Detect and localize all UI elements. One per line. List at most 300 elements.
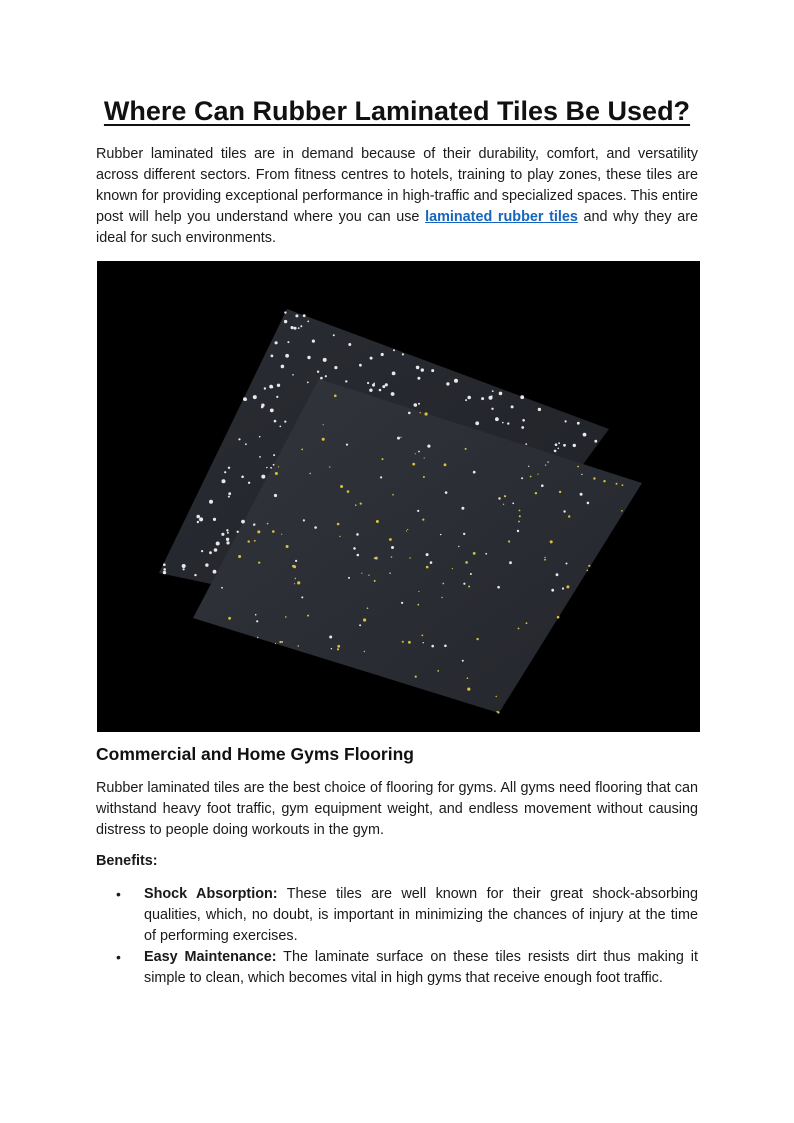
tile-fleck [271,386,273,388]
tile-fleck [418,403,420,405]
tile-fleck [461,507,464,510]
tile-fleck [363,618,366,621]
tile-fleck [238,555,241,558]
tile-fleck [307,321,309,323]
tile-fleck [248,540,250,542]
tile-fleck [518,628,520,630]
intro-paragraph [96,144,698,249]
tile-fleck [588,565,590,567]
tile-fleck [580,493,583,496]
tile-fleck [228,467,230,469]
tile-fleck [376,520,379,523]
tile-fleck [237,531,239,533]
tile-fleck [228,492,231,495]
tile-fleck [423,642,424,643]
page-title: Where Can Rubber Laminated Tiles Be Used? [103,96,691,126]
laminated-rubber-tiles-link[interactable]: laminated rubber tiles [425,209,578,225]
tile-fleck [481,397,484,400]
tile-fleck [346,444,348,446]
tile-fleck [312,340,315,343]
tile-fleck [348,577,350,579]
tile-fleck [392,494,394,496]
tile-fleck [163,571,166,574]
tile-fleck [566,563,568,565]
tile-fleck [284,421,286,423]
tile-fleck [334,395,337,398]
tile-fleck [255,614,257,616]
tile-fleck [285,354,289,358]
tile-fleck [329,466,330,467]
tile-fleck [309,473,311,475]
tile-fleck [587,502,590,505]
tile-fleck [402,641,404,643]
tile-fleck [182,564,186,568]
tile-fleck [520,395,524,399]
tile-fleck [563,510,565,512]
tile-fleck [266,467,268,469]
tile-fleck [320,377,323,380]
tile-fleck [507,422,509,424]
tile-fleck [503,504,504,505]
tile-fleck [205,563,208,566]
tile-fleck [402,353,404,355]
benefits-list [96,884,698,989]
tile-fleck [286,545,289,548]
tile-fleck [301,449,303,451]
tile-fleck [273,454,275,456]
tile-fleck [226,538,229,541]
tile-fleck [261,406,264,409]
tile-fleck [196,515,200,519]
tile-fleck [272,530,275,533]
tile-fleck [361,573,362,574]
tile-fleck [417,377,420,380]
tile-fleck [498,497,500,499]
tile-fleck [356,533,359,536]
tile-fleck [538,408,541,411]
tile-fleck [391,392,395,396]
tile-fleck [491,408,493,410]
tile-fleck [408,641,411,644]
tile-fleck [228,496,230,498]
tile-fleck [509,561,512,564]
tile-fleck [259,456,261,458]
tile-fleck [333,334,335,336]
tile-fleck [440,534,442,536]
tile-fleck [294,583,295,584]
tile-fleck [465,561,468,564]
tile-fleck [276,396,278,398]
tile-fleck [504,495,506,497]
tile-fleck [224,471,226,473]
tile-fleck [587,570,589,572]
tile-fleck [163,563,166,566]
tile-fleck [285,616,287,618]
bullet-icon: • [116,949,121,965]
tile-fleck [518,521,520,523]
tile-fleck [293,565,296,568]
tile-fleck [417,510,419,512]
tile-fleck [284,311,286,313]
tile-fleck [374,580,376,582]
tile-fleck [368,575,369,576]
tile-fleck [379,389,382,392]
tile-fleck [525,443,527,445]
tile-fleck [277,384,280,387]
benefit-lead: Easy Maintenance: [144,949,277,965]
tile-fleck [253,395,257,399]
benefit-text: These tiles are well known for their great shock-absorbing qualities, which, no doubt, is important in minimizing the chances of injury at the time of performing exercises. [144,886,698,944]
tile-fleck [213,570,217,574]
tile-fleck [519,515,521,517]
tile-fleck [295,560,297,562]
tile-fleck [473,471,476,474]
tile-fleck [367,607,369,609]
tile-fleck [380,476,382,478]
tile-fleck [528,466,529,467]
tile-fleck [222,479,226,483]
tile-fleck [209,500,213,504]
tile-fleck [329,636,332,639]
tile-fleck [499,392,503,396]
tile-fleck [389,538,392,541]
tile-fleck [445,491,448,494]
tile-fleck [566,585,569,588]
tile-fleck [347,490,350,493]
tile-fleck [421,635,423,637]
tile-fleck [544,557,545,558]
tile-fleck [325,375,327,377]
tile-fleck [241,520,245,524]
rubber-tiles-photo [97,261,700,732]
tile-fleck [298,645,300,647]
tile-fleck [475,421,479,425]
tile-fleck [270,409,274,413]
tile-fleck [558,442,560,444]
tile-fleck [492,390,494,392]
tile-fleck [199,517,203,521]
tile-fleck [577,422,580,425]
tile-fleck [271,355,274,358]
tile-fleck [261,475,265,479]
tile-fleck [559,491,561,493]
tile-fleck [401,602,403,604]
tile-fleck [258,562,260,564]
tile-fleck [163,568,166,571]
tile-fleck [430,561,433,564]
bullet-icon: • [116,886,121,902]
tile-fleck [297,581,300,584]
tile-fleck [583,433,587,437]
tile-fleck [284,320,287,323]
tile-fleck [243,397,247,401]
tile-fleck [495,417,499,421]
tile-fleck [414,403,418,407]
tile-fleck [307,382,309,384]
tile-fleck [465,399,467,401]
tile-fleck [292,374,294,376]
tile-fleck [278,466,279,467]
tile-fleck [526,622,528,624]
tile-fleck [317,371,319,373]
tile-fleck [462,660,464,662]
tile-fleck [359,364,362,367]
benefit-lead: Shock Absorption: [144,886,278,902]
tile-fleck [385,383,388,386]
tile-fleck [194,574,196,576]
tile-fleck [264,387,266,389]
tile-fleck [267,523,269,525]
tile-fleck [463,533,465,535]
intro-text-before-link: Rubber laminated tiles are in demand because of their durability, comfort, and versatility across different sectors. From fitness centres to hotels, training to play zones, these tiles are known for providing exceptional performance in high-traffic and specialized spaces. This entire post will help you understand where you can use [96,146,698,225]
tile-fleck [227,532,229,534]
tile-fleck [426,553,429,556]
tile-fleck [295,578,296,579]
tile-fleck [470,573,472,575]
tile-fleck [467,396,471,400]
tile-fleck [275,341,278,344]
tile-fleck [422,519,424,521]
tile-fleck [301,596,303,598]
tile-fleck [458,546,459,547]
tile-fleck [562,587,564,589]
tile-fleck [555,443,558,446]
tile-fleck [257,530,260,533]
tile-fleck [357,554,360,557]
tile-fleck [420,412,421,413]
tile-fleck [270,467,272,469]
tile-fleck [554,450,557,453]
tile-fleck [291,326,294,329]
tile-fleck [257,637,259,639]
tile-fleck [334,366,337,369]
tile-fleck [545,464,546,465]
tile-fleck [228,617,231,620]
benefits-label: Benefits: [96,853,158,869]
tile-fleck [421,368,424,371]
tile-fleck [431,369,434,372]
tile-fleck [431,645,434,648]
tile-fleck [279,641,281,643]
tile-fleck [521,426,524,429]
tile-fleck [468,586,470,588]
tile-fleck [485,553,487,555]
tile-fleck [425,412,428,415]
tile-fleck [593,477,595,479]
tile-fleck [408,412,411,415]
tile-fleck [446,382,449,385]
section-paragraph: Rubber laminated tiles are the best choice of flooring for gyms. All gyms need flooring that can withstand heavy foot traffic, gym equipment weight, and endless movement without causing distress to people doing workouts in the gym. [96,780,698,838]
tile-fleck [303,314,306,317]
tile-fleck [491,395,493,397]
tile-fleck [508,540,510,542]
tile-fleck [214,548,218,552]
tile-fleck [467,677,469,679]
tile-fleck [274,420,277,423]
tile-fleck [331,648,332,649]
tile-fleck [412,463,415,466]
tile-fleck [544,559,546,561]
tile-fleck [418,591,419,592]
tile-fleck [259,436,261,438]
tile-fleck [444,463,447,466]
tile-fleck [367,382,369,384]
tile-fleck [416,366,420,370]
tile-fleck [322,438,325,441]
tile-fleck [253,525,254,526]
tile-fleck [622,484,624,486]
tile-fleck [558,448,560,450]
tile-fleck [407,529,408,530]
tile-fleck [391,556,393,558]
tile-fleck [307,615,309,617]
tile-fleck [535,492,537,494]
tile-fleck [323,358,327,362]
tile-fleck [441,597,442,598]
intro-text-after-link: and why they are ideal for such environments. [96,209,699,246]
tile-fleck [519,510,521,512]
tile-fleck [511,405,514,408]
tile-fleck [442,583,444,585]
tile-fleck [391,546,394,549]
tile-fleck [426,566,429,569]
tile-fleck [444,645,447,648]
tile-fleck [245,443,247,445]
tile-fleck [369,389,372,392]
tile-fleck [300,325,302,327]
list-item [96,947,698,989]
tile-fleck [287,341,289,343]
benefit-text: The laminate surface on these tiles resists dirt thus making it simple to clean, which becomes vital in high gyms that receive enough foot traffic. [144,949,698,986]
tile-fleck [298,327,300,329]
tile-fleck [415,676,417,678]
tile-fleck [522,419,525,422]
tile-fleck [238,438,240,440]
tile-fleck [409,557,410,558]
tile-fleck [295,314,298,317]
tile-fleck [274,494,277,497]
tile-fleck [502,422,504,424]
tile-fleck [454,379,458,383]
tile-fleck [339,536,340,537]
tile-fleck [573,444,576,447]
tile-fleck [279,426,281,428]
tile-fleck [281,534,282,535]
tile-fleck [418,451,420,453]
tile-fleck [213,518,216,521]
tile-fleck [424,457,425,458]
tile-fleck [241,476,244,479]
tile-fleck [273,464,275,466]
tile-fleck [221,533,224,536]
tile-fleck [537,474,538,475]
tile-fleck [577,466,579,468]
tile-fleck [340,485,343,488]
tile-fleck [201,550,203,552]
tile-fleck [345,380,347,382]
tile-fleck [226,529,228,531]
tile-fleck [254,540,256,542]
tile-fleck [616,483,618,485]
tile-fleck [452,568,453,569]
tile-fleck [389,573,390,574]
tile-fleck [497,711,499,713]
tile-fleck [530,476,532,478]
tile-fleck [467,688,470,691]
tile-fleck [216,542,220,546]
tile-fleck [353,547,356,550]
tile-fleck [473,552,476,555]
tile-fleck [427,445,430,448]
tile-fleck [621,510,623,512]
tile-fleck [359,624,361,626]
tile-fleck [360,503,362,505]
tile-fleck [197,521,199,523]
tile-fleck [221,587,223,589]
tile-fleck [437,670,439,672]
tile-fleck [303,519,305,521]
tile-fleck [568,515,570,517]
tile-fleck [281,641,283,643]
tile-fleck [370,357,373,360]
tile-fleck [565,420,567,422]
tile-fleck [314,526,317,529]
tile-fleck [373,383,375,385]
tile-fleck [281,365,285,369]
tile-fleck [393,349,395,351]
tile-fleck [294,327,297,330]
tile-fleck [465,448,467,450]
section-heading: Commercial and Home Gyms Flooring [96,744,414,764]
tile-fleck [397,437,400,440]
tile-fleck [557,616,560,619]
tile-fleck [323,424,324,425]
tile-fleck [541,484,544,487]
tile-fleck [337,523,340,526]
tile-fleck [463,583,465,585]
tile-fleck [348,343,351,346]
tile-fleck [256,620,258,622]
tile-fleck [551,589,554,592]
tile-fleck [209,551,212,554]
tile-fleck [275,472,278,475]
tile-fleck [603,480,605,482]
tile-fleck [337,645,340,648]
tile-fleck [337,648,339,650]
tile-fleck [364,651,365,652]
tile-fleck [547,461,548,462]
list-item [96,884,698,947]
tile-fleck [423,476,425,478]
tile-fleck [226,541,229,544]
tile-fleck [556,573,559,576]
tile-fleck [400,437,401,438]
tile-fleck [417,604,419,606]
tile-fleck [392,372,396,376]
tile-fleck [496,696,497,697]
tile-fleck [517,530,519,532]
tile-fleck [406,530,407,531]
tile-fleck [415,453,416,454]
tile-fleck [248,482,250,484]
tile-fleck [381,353,384,356]
tile-fleck [550,540,553,543]
tile-fleck [375,557,378,560]
tile-fleck [382,385,385,388]
tile-fleck [563,444,566,447]
tile-fleck [372,384,375,387]
tile-fleck [307,356,310,359]
